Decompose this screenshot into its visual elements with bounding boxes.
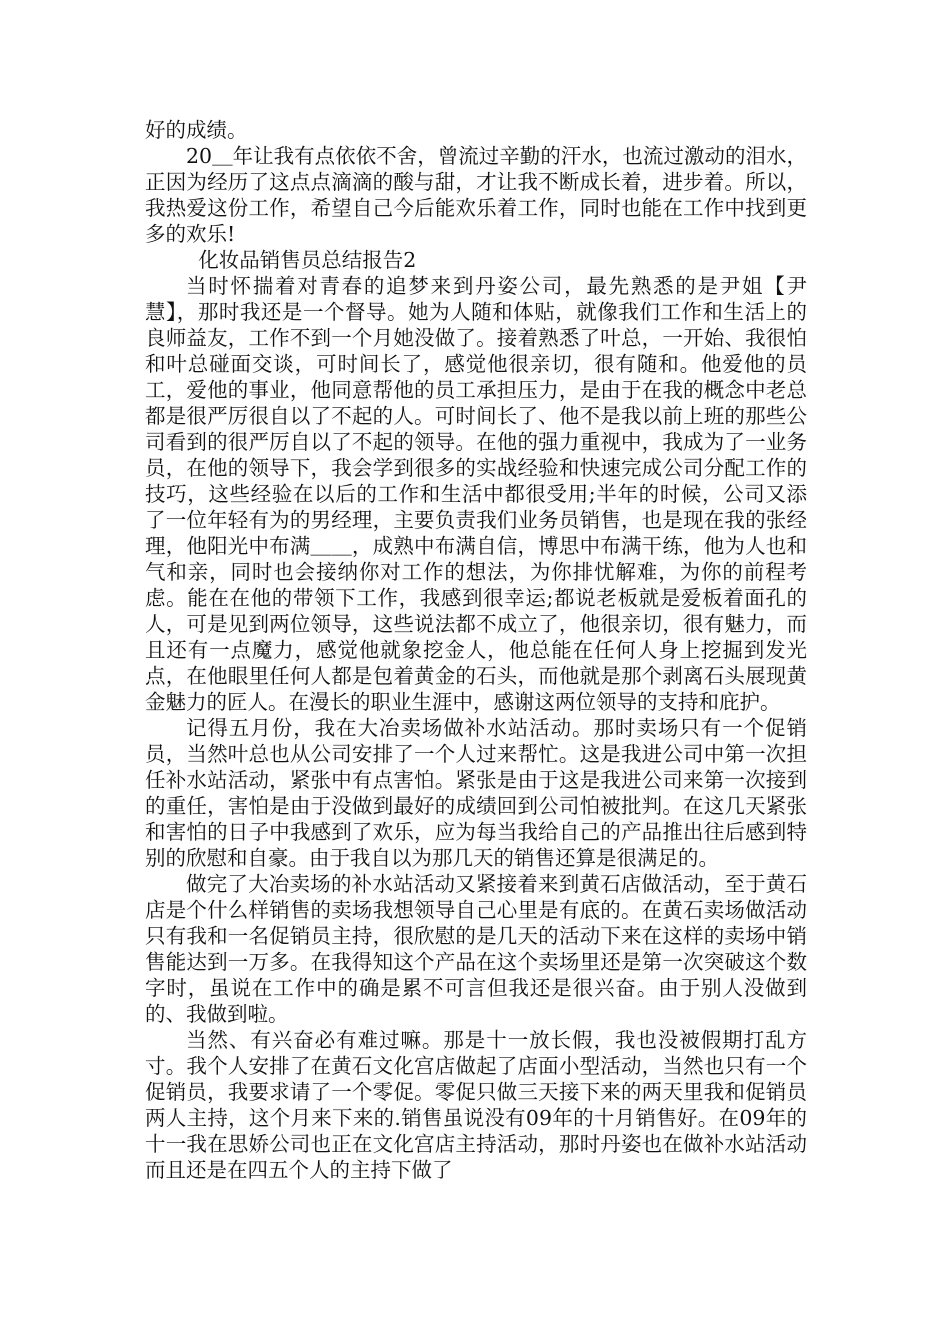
- paragraph-reflection: 20＿年让我有点依依不舍，曾流过辛勤的汗水，也流过激动的泪水，正因为经历了这点点滴滴的酸与甜，才让我不断成长着，进步着。所以，我热爱这份工作，希望自己今后能欢乐着工作，同时也能在工作中找到更多的欢乐!: [145, 144, 807, 246]
- document-page: [145, 117, 807, 1183]
- paragraph-daye-event: 记得五月份，我在大冶卖场做补水站活动。那时卖场只有一个促销员，当然叶总也从公司安排了一个人过来帮忙。这是我进公司中第一次担任补水站活动，紧张中有点害怕。紧张是由于这是我进公司来第一次接到的重任，害怕是由于没做到最好的成绩回到公司怕被批判。在这几天紧张和害怕的日子中我感到了欢乐，应为每当我给自己的产品推出往后感到特别的欣慰和自豪。由于我自以为那几天的销售还算是很满足的。: [145, 716, 807, 870]
- paragraph-holiday-event: 当然、有兴奋必有难过嘛。那是十一放长假，我也没被假期打乱方寸。我个人安排了在黄石文化宫店做起了店面小型活动，当然也只有一个促销员，我要求请了一个零促。零促只做三天接下来的两天里我和促销员两人主持，这个月来下来的.销售虽说没有09年的十月销售好。在09年的十一我在思娇公司也正在文化宫店主持活动，那时丹姿也在做补水站活动而且还是在四五个人的主持下做了: [145, 1028, 807, 1182]
- section-heading: 化妆品销售员总结报告2: [198, 248, 417, 272]
- paragraph-continuation: 好的成绩。: [145, 118, 248, 142]
- paragraph-leaders: 当时怀揣着对青春的追梦来到丹姿公司，最先熟悉的是尹姐【尹慧】，那时我还是一个督导。她为人随和体贴，就像我们工作和生活上的良师益友，工作不到一个月她没做了。接着熟悉了叶总，一开始、我很怕和叶总碰面交谈，可时间长了，感觉他很亲切，很有随和。他爱他的员工，爱他的事业，他同意帮他的员工承担压力，是由于在我的概念中老总都是很严厉很自以了不起的人。可时间长了、他不是我以前上班的那些公司看到的很严厉自以了不起的领导。在他的强力重视中，我成为了一业务员，在他的领导下，我会学到很多的实战经验和快速完成公司分配工作的技巧，这些经验在以后的工作和生活中都很受用;半年的时候，公司又添了一位年轻有为的男经理，主要负责我们业务员销售，也是现在我的张经理，他阳光中布满＿＿，成熟中布满自信，博思中布满干练，他为人也和气和亲，同时也会接纳你对工作的想法，为你排忧解难，为你的前程考虑。能在在他的带领下工作，我感到很幸运;都说老板就是爱板着面孔的人，可是见到两位领导，这些说法都不成立了，他很亲切，很有魅力，而且还有一点魔力，感觉他就象挖金人，他总能在任何人身上挖掘到发光点，在他眼里任何人都是包着黄金的石头，而他就是那个剥离石头展现黄金魅力的匠人。在漫长的职业生涯中，感谢这两位领导的支持和庇护。: [145, 274, 807, 714]
- paragraph-huangshi-event: 做完了大冶卖场的补水站活动又紧接着来到黄石店做活动，至于黄石店是个什么样销售的卖场我想领导自己心里是有底的。在黄石卖场做活动只有我和一名促销员主持，很欣慰的是几天的活动下来在这样的卖场中销售能达到一万多。在我得知这个产品在这个卖场里还是第一次突破这个数字时，虽说在工作中的确是累不可言但我还是很兴奋。由于别人没做到的、我做到啦。: [145, 872, 807, 1026]
